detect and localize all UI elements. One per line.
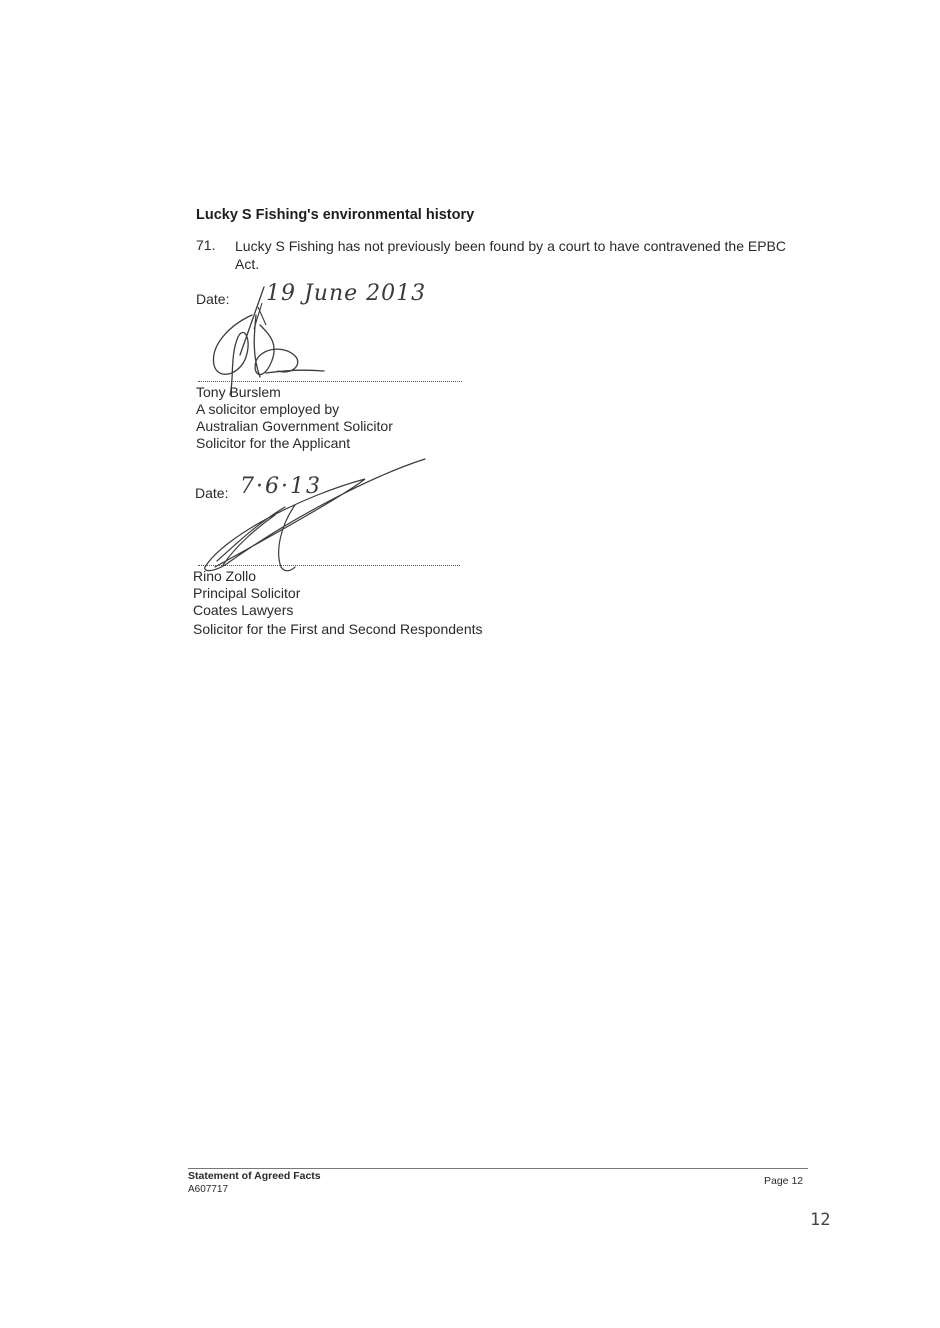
signatory-role: Principal Solicitor [193,585,301,601]
page-number: 12 [810,1210,831,1230]
signatory-role: A solicitor employed by [196,401,340,417]
signature-tony-burslem [200,285,330,400]
signature-rino-zollo [195,455,435,585]
signatory-capacity: Solicitor for the First and Second Respondents [193,621,483,637]
date-label: Date: [195,485,229,501]
signatory-organisation: Australian Government Solicitor [196,418,393,434]
paragraph-number: 71. [196,237,216,253]
footer-reference: A607717 [188,1184,229,1195]
date-label: Date: [196,291,230,307]
handwritten-date: 19 June 2013 [266,281,427,306]
signatory-capacity: Solicitor for the Applicant [196,435,351,451]
footer-page-label: Page 12 [764,1175,804,1187]
footer-rule [188,1168,808,1169]
signatory-organisation: Coates Lawyers [193,602,294,618]
footer-title: Statement of Agreed Facts [188,1170,321,1182]
signatory-name: Rino Zollo [193,568,257,584]
signatory-name: Tony Burslem [196,384,281,400]
section-heading: Lucky S Fishing's environmental history [196,207,475,223]
handwritten-date: 7·6·13 [240,474,322,499]
paragraph-text: Lucky S Fishing has not previously been found by a court to have contravened the EPBC Act. [235,238,786,272]
